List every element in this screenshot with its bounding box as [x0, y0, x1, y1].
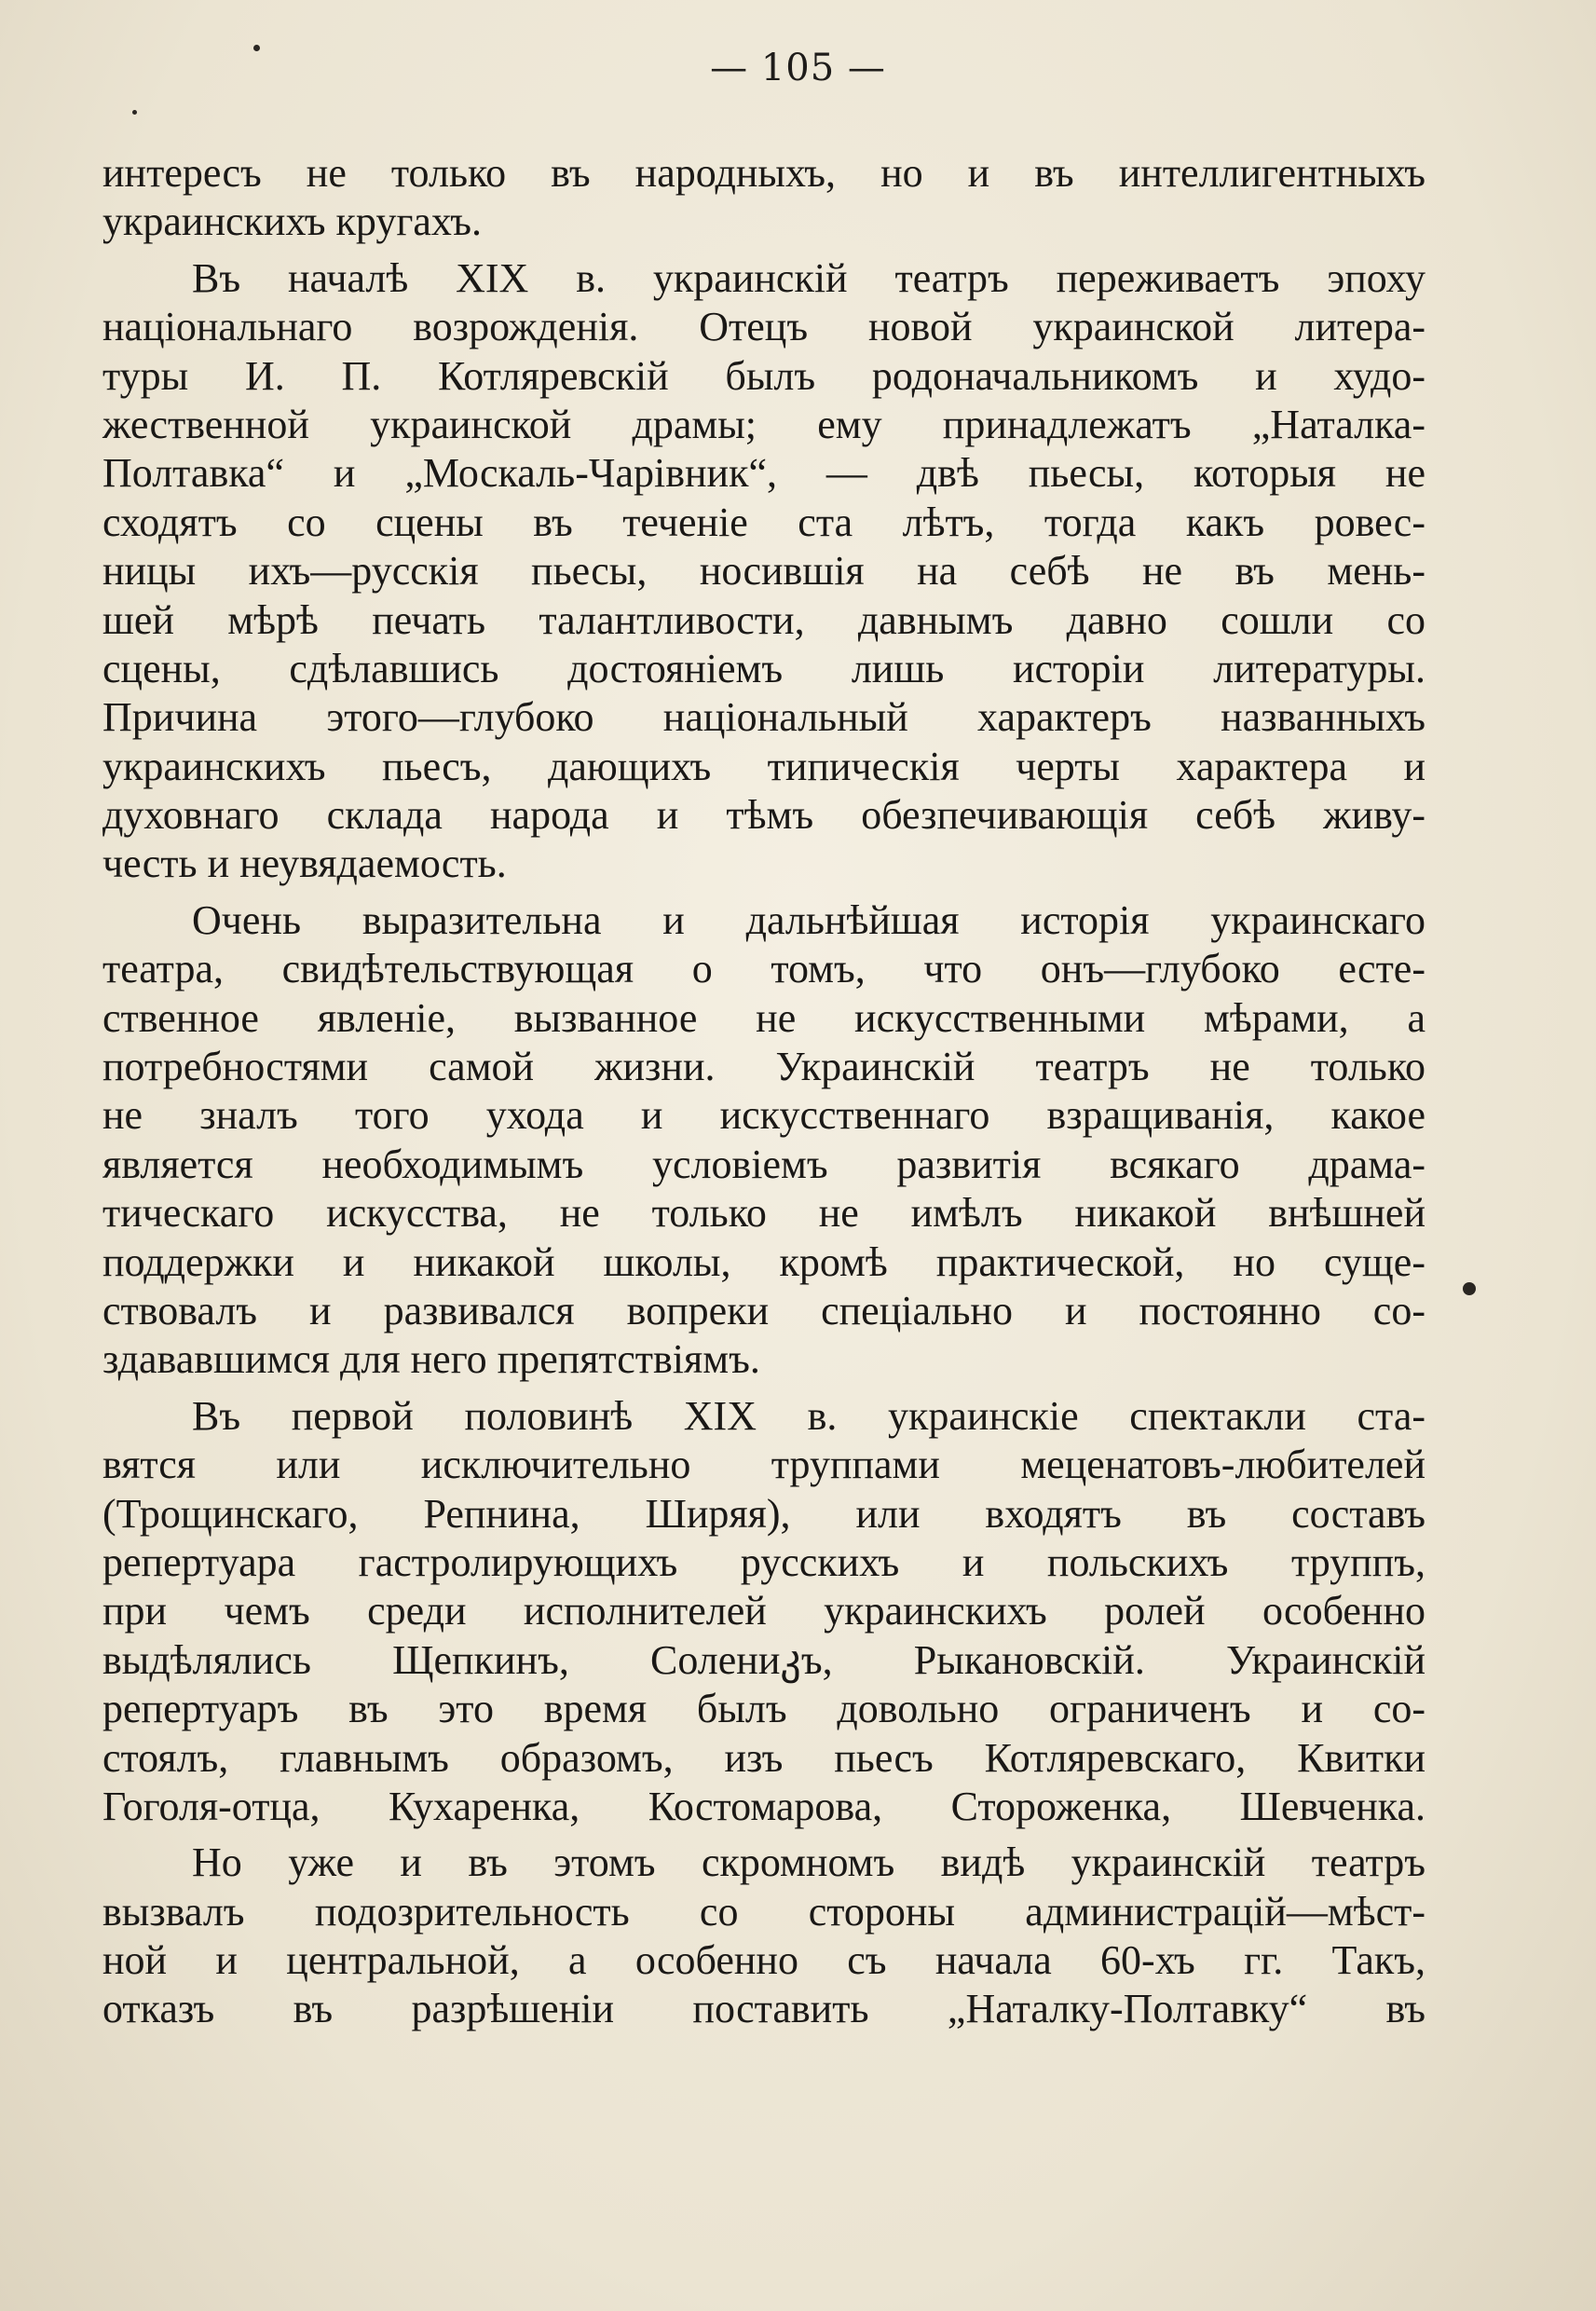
text-line: украинскихъ пьесъ, дающихъ типическія черты характера и [102, 743, 1425, 789]
text-line: здававшимся для него препятствіямъ. [102, 1336, 760, 1383]
paragraph [102, 1839, 1425, 2034]
text-line: духовнаго склада народа и тѣмъ обезпечивающія себѣ живу- [102, 792, 1425, 839]
text-line: сцены, сдѣлавшись достояніемъ лишь исторіи литературы. [102, 645, 1425, 691]
text-line: Въ началѣ XIX в. украинскій театръ переживаетъ эпоху [192, 254, 1425, 301]
text-line: Гоголя-отца, Кухаренка, Костомарова, Стороженка, Шевченка. [102, 1783, 1425, 1829]
text-line: Въ первой половинѣ XIX в. украинскіе спектакли ста- [192, 1392, 1425, 1439]
text-line: ницы ихъ—русскія пьесы, носившія на себѣ не въ мень- [102, 548, 1425, 595]
text-line: является необходимымъ условіемъ развитія всякаго драма- [102, 1141, 1425, 1187]
text-line: не зналъ того ухода и искусственнаго взращиванія, какое [102, 1092, 1425, 1139]
text-line: украинскихъ кругахъ. [102, 198, 482, 245]
text-line: шей мѣрѣ печать талантливости, давнымъ давно сошли со [102, 596, 1425, 643]
ink-speck [132, 110, 137, 115]
text-line: стоялъ, главнымъ образомъ, изъ пьесъ Котляревскаго, Квитки [102, 1734, 1425, 1781]
text-line: ственное явленіе, вызванное не искусственными мѣрами, а [102, 994, 1425, 1041]
text-line: національнаго возрожденія. Отецъ новой украинской литера- [102, 304, 1425, 350]
text-line: честь и неувядаемость. [102, 841, 507, 887]
text-line: тическаго искусства, не только не имѣлъ никакой внѣшней [102, 1190, 1425, 1237]
text-line: при чемъ среди исполнителей украинскихъ ролей особенно [102, 1588, 1425, 1634]
text-line: сходятъ со сцены въ теченіе ста лѣтъ, тогда какъ ровес- [102, 499, 1425, 545]
text-line: Но уже и въ этомъ скромномъ видѣ украинскій театръ [192, 1839, 1425, 1886]
text-line: (Трощинскаго, Репнина, Ширяя), или входятъ въ составъ [102, 1490, 1425, 1537]
text-line: отказъ въ разрѣшеніи поставить „Наталку-Полтавку“ въ [102, 1986, 1425, 2032]
text-line: интересъ не только въ народныхъ, но и въ интеллигентныхъ [102, 150, 1425, 196]
text-line: вятся или исключительно труппами меценатовъ-любителей [102, 1442, 1425, 1488]
text-line: Причина этого—глубоко національный характеръ названныхъ [102, 694, 1425, 741]
page-number: — 105 — [710, 47, 886, 89]
text-line: Очень выразительна и дальнѣйшая исторія украинскаго [192, 896, 1425, 943]
ink-speck [1463, 1282, 1476, 1295]
text-line: потребностями самой жизни. Украинскій театръ не только [102, 1044, 1425, 1090]
text-line: Полтавка“ и „Москаль-Чарівник“, — двѣ пьесы, которыя не [102, 450, 1425, 497]
paragraph [102, 896, 1425, 1385]
text-line: театра, свидѣтельствующая о томъ, что онъ—глубоко есте- [102, 946, 1425, 992]
text-line: выдѣлялись Щепкинъ, Солениკъ, Рыкановскій. Украинскій [102, 1636, 1425, 1683]
paragraph [102, 254, 1425, 889]
text-line: поддержки и никакой школы, кромѣ практической, но суще- [102, 1238, 1425, 1285]
paragraph [102, 149, 1425, 247]
text-line: репертуара гастролирующихъ русскихъ и польскихъ труппъ, [102, 1538, 1425, 1585]
ink-speck [253, 45, 260, 51]
text-line: туры И. П. Котляревскій былъ родоначальникомъ и худо- [102, 352, 1425, 399]
paragraph [102, 1392, 1425, 1832]
text-line: ствовалъ и развивался вопреки спеціально и постоянно со- [102, 1287, 1425, 1333]
text-line: жественной украинской драмы; ему принадлежатъ „Наталка- [102, 401, 1425, 447]
text-line: вызвалъ подозрительность со стороны администрацій—мѣст- [102, 1888, 1425, 1935]
body-text [102, 149, 1425, 2034]
text-line: репертуаръ въ это время былъ довольно ограниченъ и со- [102, 1686, 1425, 1732]
text-line: ной и центральной, а особенно съ начала 60-хъ гг. Такъ, [102, 1937, 1425, 1984]
